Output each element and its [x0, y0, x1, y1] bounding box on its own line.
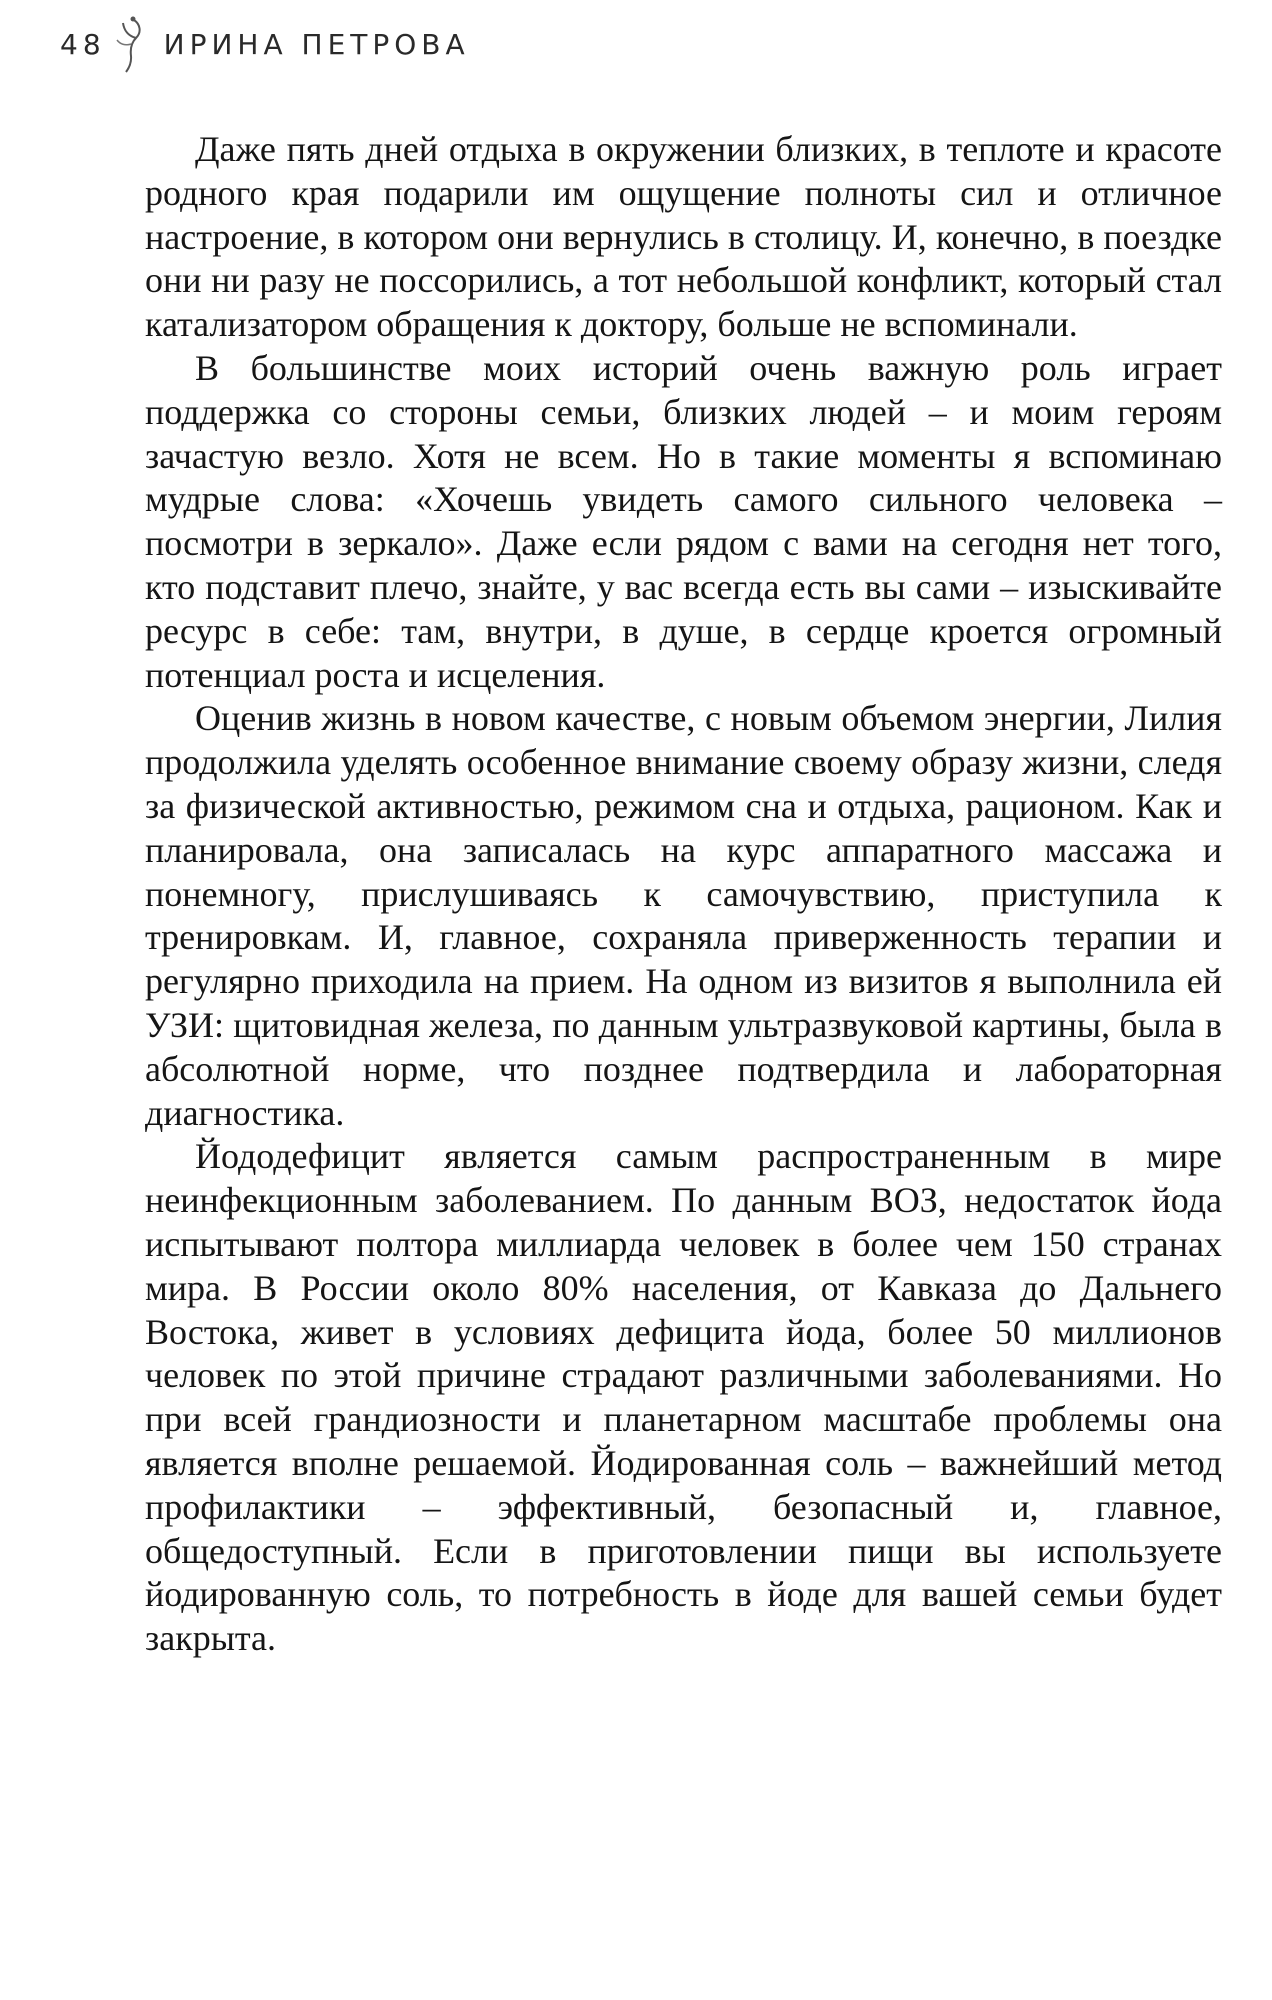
text-body: [145, 128, 1222, 1661]
paragraph: Даже пять дней отдыха в окружении близких, в теплоте и красоте родного края подарили им ощущение полноты сил и отличное настроение, в котором они вернулись в столицу. И, конечно, в поездке они ни разу не поссорились, а тот небольшой конфликт, который стал катализатором обращения к доктору, больше не вспоминали.: [145, 129, 1222, 345]
author-name: ИРИНА ПЕТРОВА: [163, 27, 470, 61]
feather-figure-icon: [114, 14, 148, 74]
paragraph: Йододефицит является самым распространенным в мире неинфекционным заболеванием. По данным ВОЗ, недостаток йода испытывают полтора миллиарда человек в более чем 150 странах мира. В России около 80% населения, от Кавказа до Дальнего Востока, живет в условиях дефицита йода, более 50 миллионов человек по этой причине страдают различными заболеваниями. Но при всей грандиозности и планетарном масштабе проблемы она является вполне решаемой. Йодированная соль – важнейший метод профилактики – эффективный, безопасный и, главное, общедоступный. Если в приготовлении пищи вы используете йодированную соль, то потребность в йоде для вашей семьи будет закрыта.: [145, 1136, 1222, 1659]
page-number: 48: [60, 27, 106, 61]
paragraph: В большинстве моих историй очень важную роль играет поддержка со стороны семьи, близких людей – и моим героям зачастую везло. Хотя не всем. Но в такие моменты я вспоминаю мудрые слова: «Хочешь увидеть самого сильного человека – посмотри в зеркало». Даже если рядом с вами на сегодня нет того, кто подставит плечо, знайте, у вас всегда есть вы сами – изыскивайте ресурс в себе: там, внутри, в душе, в сердце кроется огромный потенциал роста и исцеления.: [145, 347, 1222, 695]
paragraph: Оценив жизнь в новом качестве, с новым объемом энергии, Лилия продолжила уделять особенное внимание своему образу жизни, следя за физической активностью, режимом сна и отдыха, рационом. Как и планировала, она записалась на курс аппаратного массажа и понемногу, прислушиваясь к самочувствию, приступила к тренировкам. И, главное, сохраняла приверженность терапии и регулярно приходила на прием. На одном из визитов я выполнила ей УЗИ: щитовидная железа, по данным ультразвуковой картины, была в абсолютной норме, что позднее подтвердила и лабораторная диагностика.: [145, 698, 1222, 1133]
running-header: [60, 14, 470, 74]
